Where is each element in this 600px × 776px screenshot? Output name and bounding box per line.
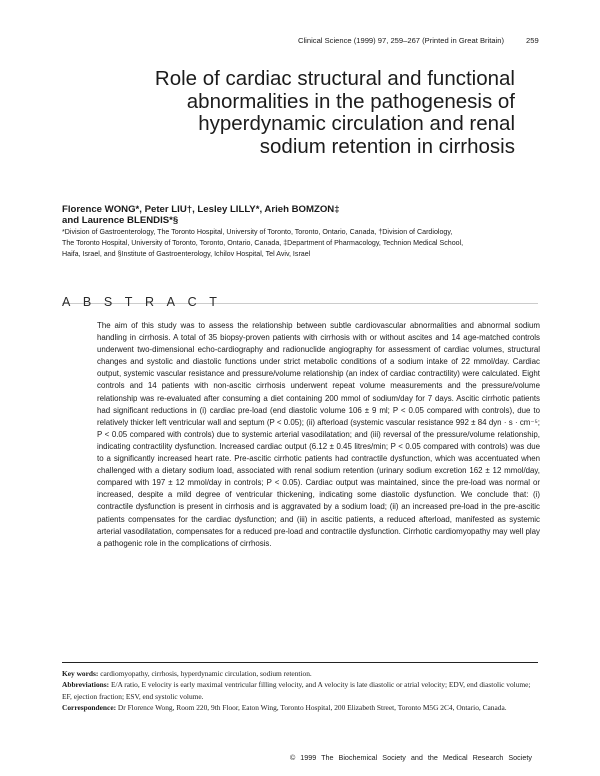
author-names [62, 204, 542, 226]
abstract-heading: ABSTRACT [62, 295, 230, 309]
article-title [120, 68, 515, 158]
affiliation-line: Haifa, Israel, and §Institute of Gastroenterology, Ichilov Hospital, Tel Aviv, Israel [62, 249, 311, 258]
author-block [62, 204, 542, 259]
abstract-text: The aim of this study was to assess the relationship between subtle cardiovascular abnormalities and abnormal sodium handling in cirrhosis. A total of 35 biopsy-proven patients with cirrhosis with or without ascites and 14 age-matched controls underwent two-dimensional echo-cardiography and radionuclide angiography for assessment of cardiac volumes, structural changes and systolic and diastolic functions under strict metabolic conditions of a sodium intake of 22 mmol/day. Cardiac output, systemic vascular resistance and pressure/volume relationship (an index of cardiac contractility) were calculated. Eight controls and 14 patients with non-ascitic cirrhosis underwent repeat volume measurements and the pressure/volume relationship was re-evaluated after consuming a diet containing 200 mmol of sodium/day for 7 days. Ascitic cirrhotic patients had significant reductions in (i) cardiac pre-load (end diastolic volume 106 ± 9 ml; P < 0.05 compared with controls), due to relatively thicker left ventricular wall and septum (P < 0.05); (ii) afterload (systemic vascular resistance 992 ± 84 dyn · s · cm⁻⁵; P < 0.05 compared with controls) due to systemic arterial vasodilatation; and (iii) reversal of the pressure/volume relationship, indicating contractility dysfunction. Increased cardiac output (6.12 ± 0.45 litres/min; P < 0.05 compared with controls) was due to a significantly increased heart rate. Pre-ascitic cirrhotic patients had contractile dysfunction, which was accentuated when challenged with a dietary sodium load, associated with renal sodium retention (urinary sodium excretion 162 ± 12 mmol/day, compared with 197 ± 12 mmol/day in controls; P < 0.05). Cardiac output was maintained, since the pre-load was normal or increased, despite a mild degree of ventricular thickening, indicating some diastolic dysfunction. We conclude that: (i) contractile dysfunction is present in cirrhosis and is aggravated by a sodium load; (ii) an increased pre-load in the pre-ascitic patients compensates for the cardiac dysfunction; and (iii) in ascitic patients, a reduced afterload, manifested as systemic arterial vasodilatation, compensates for a reduced pre-load and contractile dysfunction. Cirrhotic cardiomyopathy may well play a pathogenic role in the complications of cirrhosis. [97, 321, 540, 548]
page-number: 259 [526, 36, 539, 45]
correspondence-text: Dr Florence Wong, Room 220, 9th Floor, Eaton Wing, Toronto Hospital, 200 Elizabeth Street, Toronto M5G 2C4, Ontario, Canada. [117, 702, 507, 712]
footnotes [62, 668, 542, 713]
keywords-text: cardiomyopathy, cirrhosis, hyperdynamic circulation, sodium retention. [100, 669, 312, 678]
abbreviations-text: E/A ratio, E velocity is early maximal ventricular filling velocity, and A velocity is late diastolic or atrial velocity; EDV, end diastolic volume; EF, ejection fraction; ESV, end systolic volume. [62, 680, 531, 701]
journal-reference: Clinical Science (1999) 97, 259–267 (Printed in Great Britain) [298, 36, 504, 45]
copyright-line: © 1999 The Biochemical Society and the Medical Research Society [290, 753, 532, 762]
affiliations [62, 227, 542, 259]
title-line: Role of cardiac structural and functional [154, 67, 515, 90]
title-line: sodium retention in cirrhosis [259, 134, 515, 158]
abbreviations-label: Abbreviations: [62, 680, 110, 690]
correspondence-note [62, 702, 542, 713]
footnote-divider [62, 662, 538, 663]
running-header [0, 36, 600, 50]
affiliation-line: The Toronto Hospital, University of Toronto, Toronto, Ontario, Canada, ‡Department of Pharmacology, Technion Medical School, [62, 238, 464, 247]
correspondence-label: Correspondence: [62, 702, 117, 712]
title-line: hyperdynamic circulation and renal [198, 112, 515, 135]
keywords-label: Key words: [62, 669, 99, 678]
title-line: abnormalities in the pathogenesis of [186, 89, 515, 113]
affiliation-line: *Division of Gastroenterology, The Toronto Hospital, University of Toronto, Toronto, Ontario, Canada, †Division of Cardiology, [62, 228, 453, 236]
author-line: and Laurence BLENDIS*§ [62, 215, 179, 226]
abbreviations-note [62, 679, 542, 702]
author-line: Florence WONG*, Peter LIU†, Lesley LILLY*, Arieh BOMZON‡ [62, 204, 340, 215]
keywords-note [62, 668, 542, 679]
